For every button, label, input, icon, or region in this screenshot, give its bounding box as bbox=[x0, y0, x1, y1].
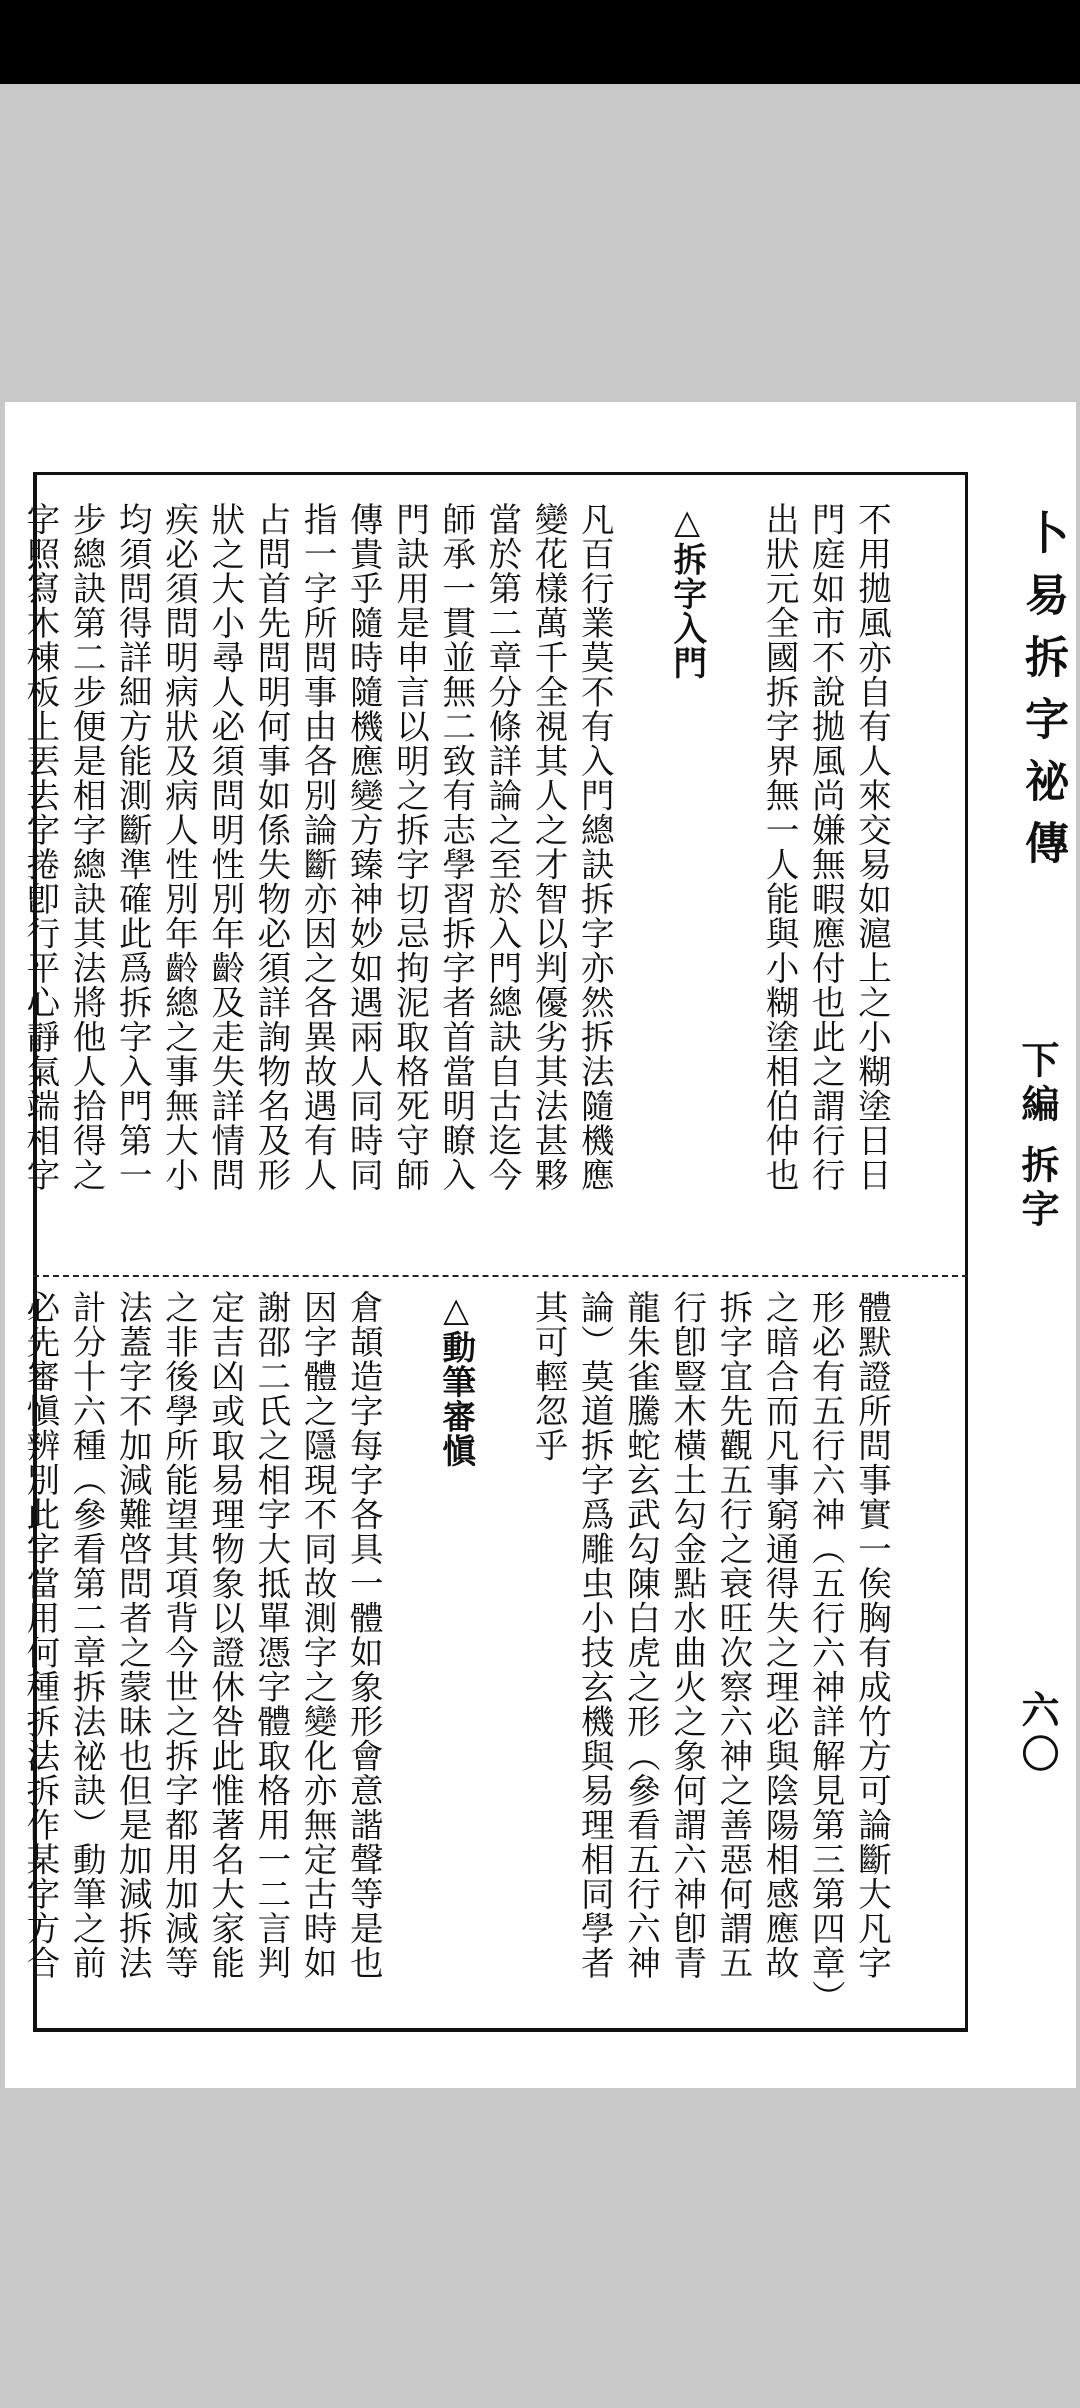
page-number: 六〇 bbox=[1015, 1690, 1060, 1778]
lower-text-column: 形必有五行六神（五行六神詳解見第三第四章） bbox=[806, 1290, 846, 2015]
volume-label: 下編 bbox=[1015, 1040, 1060, 1128]
upper-text-column: 均須問得詳細方能測斷準確此爲拆字入門第一 bbox=[113, 502, 153, 1192]
upper-text-column: 傳貴乎隨時隨機應變方臻神妙如遇兩人同時同 bbox=[344, 502, 384, 1192]
section-divider bbox=[33, 1275, 968, 1277]
upper-text-column: 疾必須問明病狀及病人性別年齡總之事無大小 bbox=[159, 502, 199, 1192]
lower-text-column: 拆字宜先觀五行之衰旺次察六神之善惡何謂五 bbox=[713, 1290, 753, 1980]
upper-text-column: 師承一貫並無二致有志學習拆字者首當明瞭入 bbox=[436, 502, 476, 1192]
lower-text-column: 行卽豎木橫土勾金點水曲火之象何謂六神卽青 bbox=[667, 1290, 707, 1980]
lower-text-column: 龍朱雀騰蛇玄武勾陳白虎之形（參看五行六神 bbox=[621, 1290, 661, 1980]
upper-text-column: 門訣用是申言以明之拆字切忌拘泥取格死守師 bbox=[390, 502, 430, 1192]
upper-text-column: 字照寫木棟板上丟去字捲卽行平心靜氣端相字 bbox=[20, 502, 60, 1192]
lower-text-column: 其可輕忽乎 bbox=[529, 1290, 569, 1463]
lower-text-column: 計分十六種（參看第二章拆法祕訣）動筆之前 bbox=[67, 1290, 107, 1980]
upper-text-column: 指一字所問事由各別論斷亦因之各異故遇有人 bbox=[298, 502, 338, 1192]
lower-text-column: 之非後學所能望其項背今世之拆字都用加減等 bbox=[159, 1290, 199, 1980]
upper-text-column: 狀之大小尋人必須問明性別年齡及走失詳情問 bbox=[205, 502, 245, 1192]
lower-text-column: 體默證所問事實一俟胸有成竹方可論斷大凡字 bbox=[852, 1290, 892, 1980]
lower-text-column: 必先審愼辨別此字當用何種拆法拆作某字方合 bbox=[20, 1290, 60, 1980]
lower-text-column: 法蓋字不加減難啓問者之蒙昧也但是加減拆法 bbox=[113, 1290, 153, 1980]
upper-text-column: 出狀元全國拆字界無一人能與小糊塗相伯仲也 bbox=[760, 502, 800, 1192]
upper-text-column: △拆字入門 bbox=[667, 502, 707, 680]
upper-text-column: 步總訣第二步便是相字總訣其法將他人拾得之 bbox=[67, 502, 107, 1192]
lower-text-column: 謝邵二氏之相字大抵單憑字體取格用一二言判 bbox=[251, 1290, 291, 1980]
upper-text-column: 門庭如市不說拋風尚嫌無暇應付也此之謂行行 bbox=[806, 502, 846, 1192]
upper-text-column: 凡百行業莫不有入門總訣拆字亦然拆法隨機應 bbox=[575, 502, 615, 1192]
lower-text-column: 倉頡造字每字各具一體如象形會意諧聲等是也 bbox=[344, 1290, 384, 1980]
upper-text-column: 當於第二章分條詳論之至於入門總訣自古迄今 bbox=[482, 502, 522, 1192]
lower-text-column: 論）莫道拆字爲雕虫小技玄機與易理相同學者 bbox=[575, 1290, 615, 1980]
lower-text-column: △動筆審愼 bbox=[436, 1290, 476, 1468]
section-label: 拆字 bbox=[1015, 1145, 1060, 1233]
upper-text-column: 不用拋風亦自有人來交易如滬上之小糊塗日日 bbox=[852, 502, 892, 1192]
upper-text-column: 變花樣萬千全視其人之才智以判優劣其法甚夥 bbox=[529, 502, 569, 1192]
lower-text-column: 因字體之隱現不同故測字之變化亦無定古時如 bbox=[298, 1290, 338, 1980]
scanned-page bbox=[5, 402, 1076, 2088]
upper-text-column: 占問首先問明何事如係失物必須詳詢物名及形 bbox=[251, 502, 291, 1192]
book-title: 卜易拆字祕傳 bbox=[1017, 510, 1068, 882]
lower-text-column: 定吉凶或取易理物象以證休咎此惟著名大家能 bbox=[205, 1290, 245, 1980]
top-bar bbox=[0, 0, 1080, 84]
lower-text-column: 之暗合而凡事窮通得失之理必與陰陽相感應故 bbox=[760, 1290, 800, 1980]
